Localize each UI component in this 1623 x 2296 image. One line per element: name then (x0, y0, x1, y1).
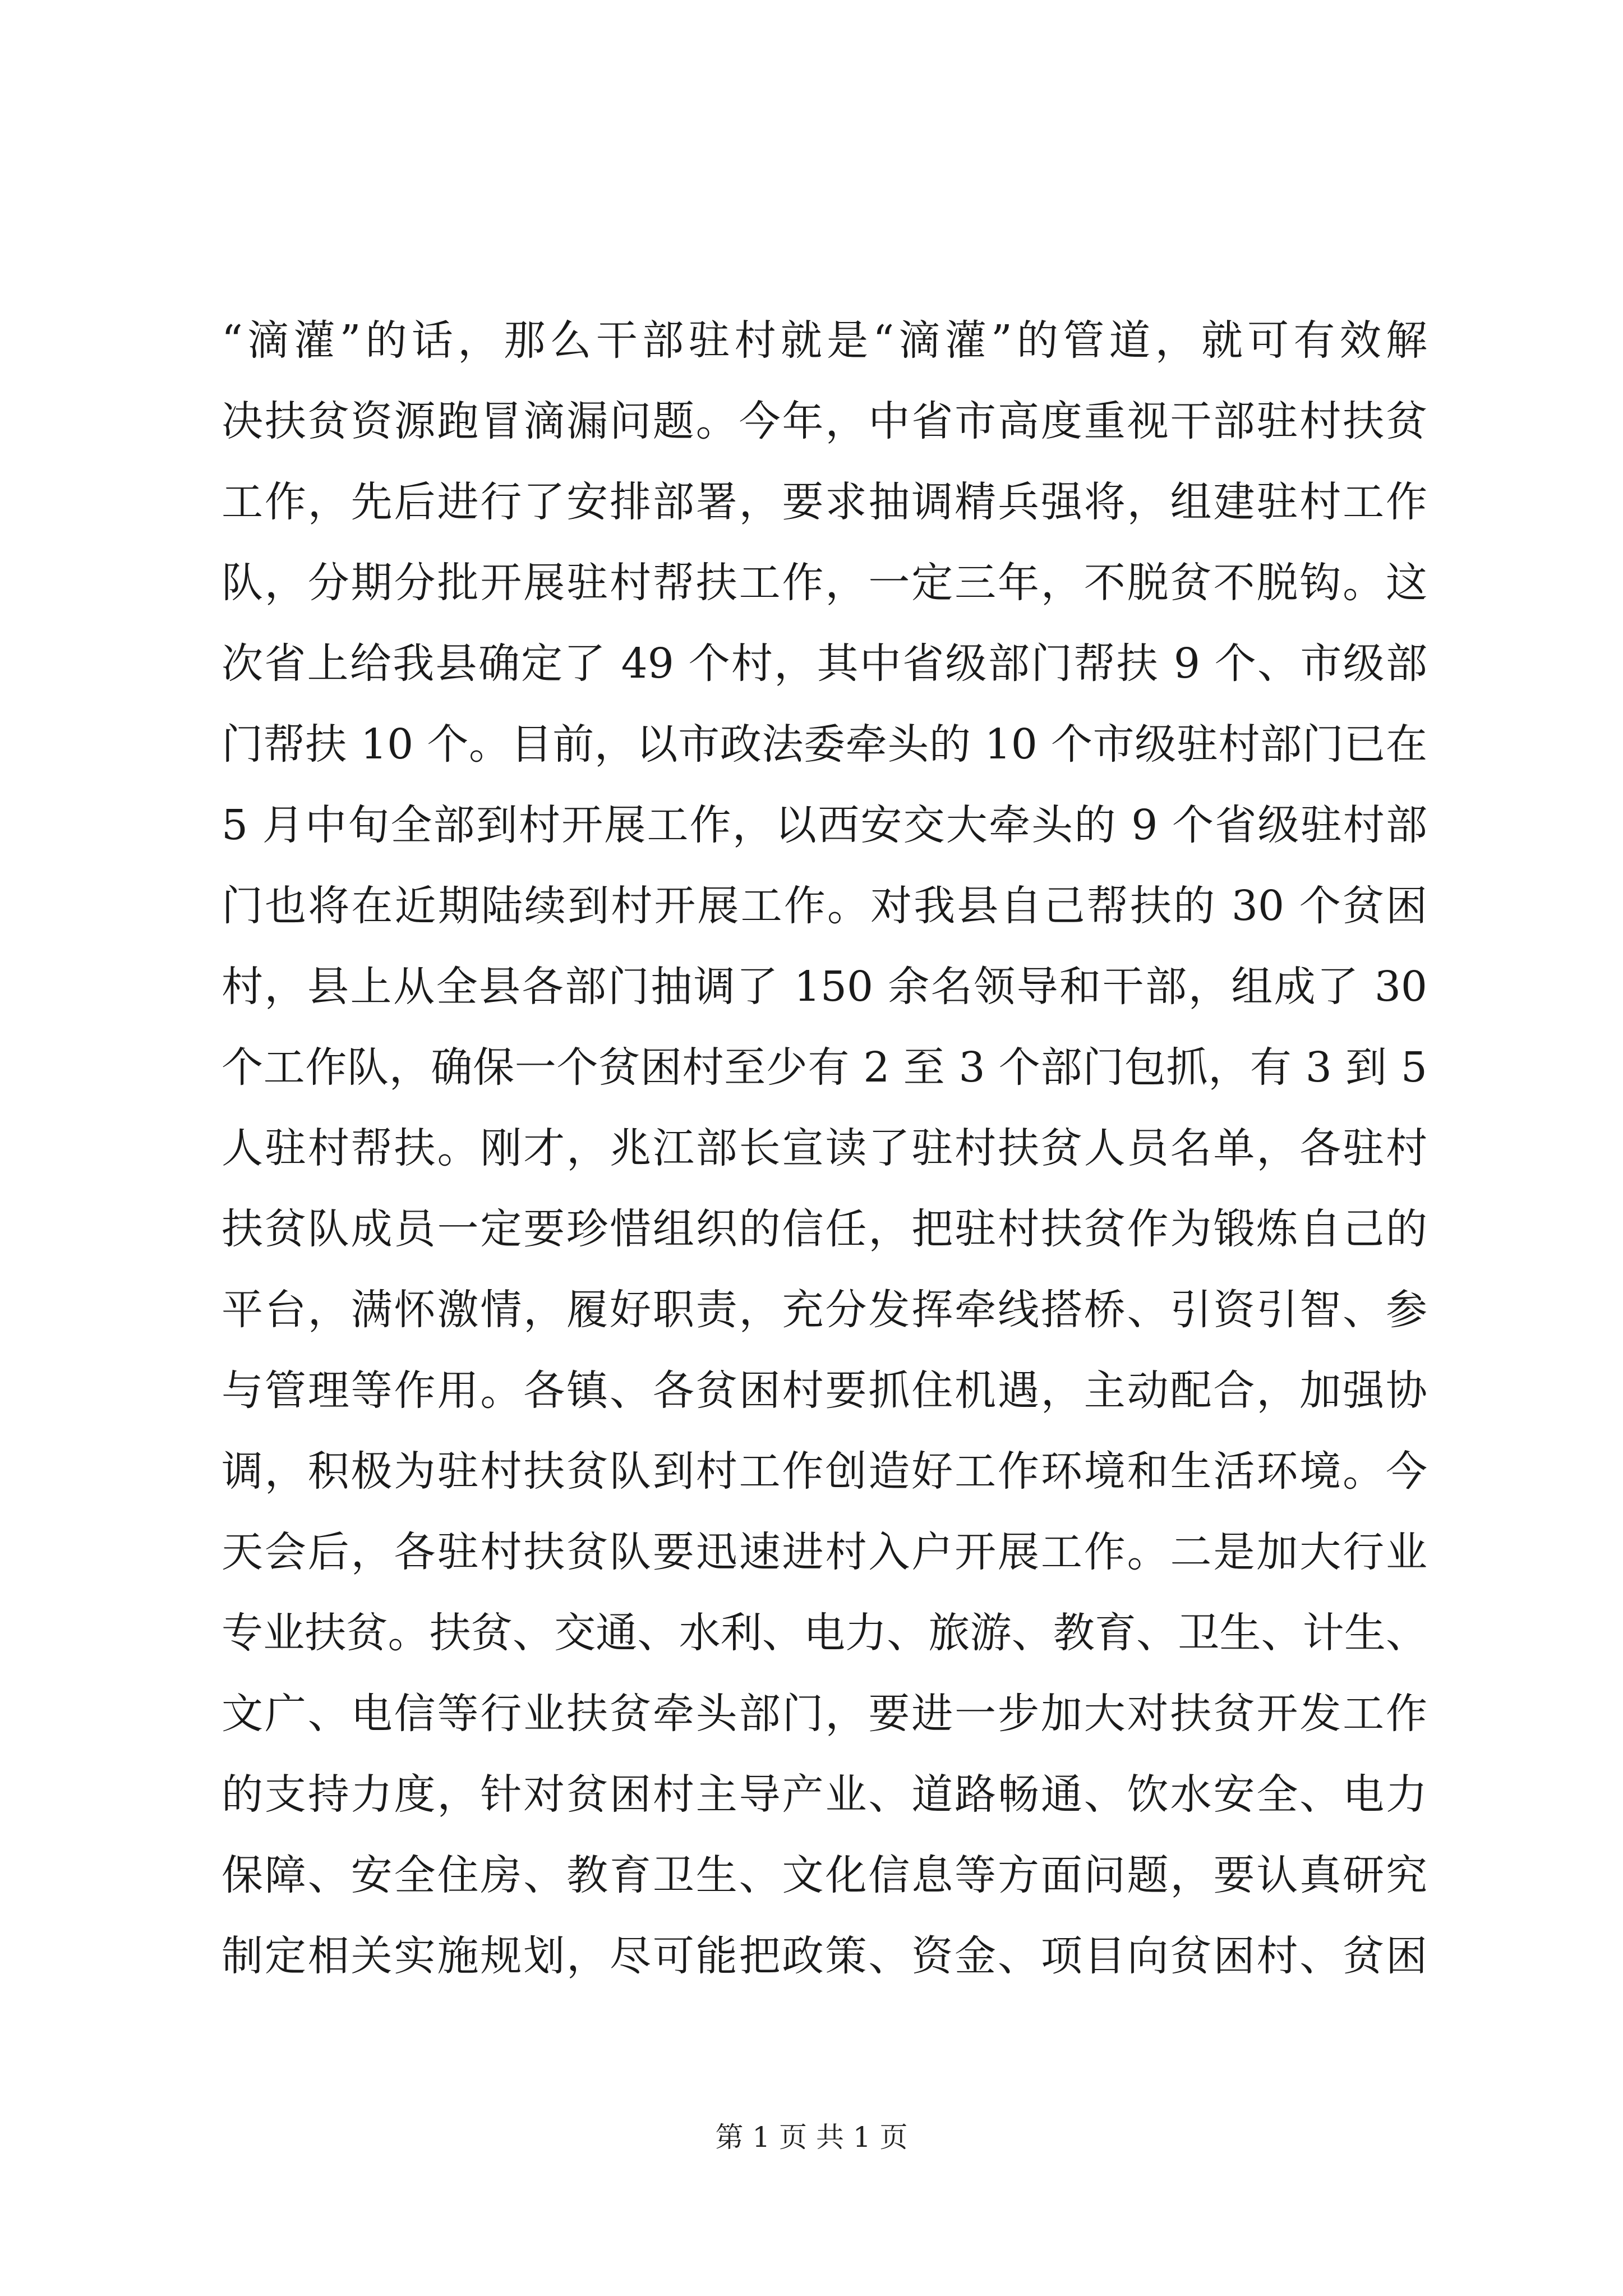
text-line: 制定相关实施规划，尽可能把政策、资金、项目向贫困村、贫困 (222, 1932, 1427, 1980)
body-paragraph (222, 300, 1427, 1996)
text-line: 专业扶贫。扶贫、交通、水利、电力、旅游、教育、卫生、计生、 (222, 1609, 1427, 1657)
text-line: 扶贫队成员一定要珍惜组织的信任，把驻村扶贫作为锻炼自己的 (222, 1205, 1427, 1253)
text-line: 的支持力度，针对贫困村主导产业、道路畅通、饮水安全、电力 (222, 1770, 1427, 1819)
text-line: 人驻村帮扶。刚才，兆江部长宣读了驻村扶贫人员名单，各驻村 (222, 1124, 1427, 1172)
text-line: 文广、电信等行业扶贫牵头部门，要进一步加大对扶贫开发工作 (222, 1690, 1427, 1738)
text-line: 村，县上从全县各部门抽调了 150 余名领导和干部，组成了 30 (222, 963, 1427, 1011)
text-line: 天会后，各驻村扶贫队要迅速进村入户开展工作。二是加大行业 (222, 1528, 1427, 1576)
text-line: 5 月中旬全部到村开展工作，以西安交大牵头的 9 个省级驻村部 (222, 801, 1427, 849)
text-line: 工作，先后进行了安排部署，要求抽调精兵强将，组建驻村工作 (222, 478, 1427, 526)
text-line: 次省上给我县确定了 49 个村，其中省级部门帮扶 9 个、市级部 (222, 639, 1427, 688)
text-line: 个工作队，确保一个贫困村至少有 2 至 3 个部门包抓，有 3 到 5 (222, 1043, 1427, 1092)
text-line: 门帮扶 10 个。目前，以市政法委牵头的 10 个市级驻村部门已在 (222, 720, 1427, 769)
text-line: 与管理等作用。各镇、各贫困村要抓住机遇，主动配合，加强协 (222, 1366, 1427, 1415)
text-line: 队，分期分批开展驻村帮扶工作，一定三年，不脱贫不脱钩。这 (222, 559, 1427, 607)
text-line: 调，积极为驻村扶贫队到村工作创造好工作环境和生活环境。今 (222, 1447, 1427, 1496)
text-line: “滴灌”的话，那么干部驻村就是“滴灌”的管道，就可有效解 (222, 316, 1427, 365)
page-number-footer: 第 1 页 共 1 页 (715, 2121, 908, 2154)
text-line: 决扶贫资源跑冒滴漏问题。今年，中省市高度重视干部驻村扶贫 (222, 397, 1427, 445)
text-line: 保障、安全住房、教育卫生、文化信息等方面问题，要认真研究 (222, 1851, 1427, 1899)
text-line: 门也将在近期陆续到村开展工作。对我县自己帮扶的 30 个贫困 (222, 882, 1427, 930)
text-line: 平台，满怀激情，履好职责，充分发挥牵线搭桥、引资引智、参 (222, 1286, 1427, 1334)
